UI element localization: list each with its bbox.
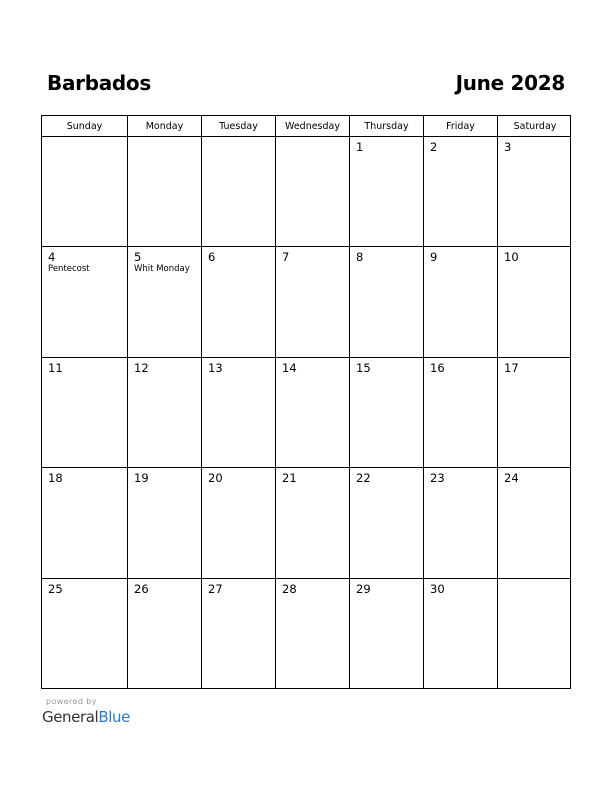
weekday-saturday: Saturday (497, 116, 572, 136)
day-cell (201, 247, 275, 356)
day-number: 8 (356, 250, 364, 265)
day-number: 28 (282, 581, 297, 596)
day-number: 2 (430, 140, 438, 154)
day-number: 15 (356, 360, 371, 375)
day-cell (127, 468, 201, 577)
day-number: 19 (134, 471, 149, 486)
day-cell (275, 137, 349, 246)
day-cell (42, 247, 127, 356)
day-number: 25 (48, 581, 63, 596)
holiday-label: Whit Monday (134, 264, 190, 275)
day-cell (497, 579, 572, 689)
day-cell (127, 358, 201, 467)
day-number: 18 (48, 471, 63, 486)
weekday-friday: Friday (423, 116, 497, 136)
day-number: 30 (430, 581, 445, 596)
brand-general-text: General (42, 708, 99, 726)
day-number: 4 (48, 250, 56, 265)
day-number: 20 (208, 471, 223, 486)
day-cell (201, 579, 275, 689)
day-number: 11 (48, 360, 63, 375)
day-number: 3 (504, 140, 512, 154)
day-cell (127, 247, 201, 356)
day-cell (349, 247, 423, 356)
day-cell (497, 468, 572, 577)
day-cell (423, 137, 497, 246)
day-cell (275, 468, 349, 577)
week-row-5 (42, 579, 570, 689)
day-number: 13 (208, 360, 223, 375)
day-cell (423, 579, 497, 689)
day-cell (42, 579, 127, 689)
week-row-4 (42, 468, 570, 578)
weekday-wednesday: Wednesday (275, 116, 349, 136)
weekday-sunday: Sunday (66, 120, 103, 132)
week-row-1 (42, 137, 570, 247)
day-number: 17 (504, 360, 519, 375)
day-cell (423, 358, 497, 467)
day-cell (349, 579, 423, 689)
day-number: 16 (430, 360, 445, 375)
day-number: 21 (282, 471, 297, 486)
day-cell (423, 468, 497, 577)
day-number: 27 (208, 581, 223, 596)
day-number: 6 (208, 250, 216, 265)
day-number: 12 (134, 360, 149, 375)
weekday-monday: Monday (127, 116, 201, 136)
day-cell (201, 358, 275, 467)
day-cell (42, 468, 127, 577)
day-number: 23 (430, 471, 445, 486)
day-cell (497, 247, 572, 356)
day-number: 7 (282, 250, 290, 265)
weekday-thursday: Thursday (349, 116, 423, 136)
month-year-title: June 2028 (455, 71, 565, 95)
day-cell (275, 247, 349, 356)
day-cell (497, 137, 572, 246)
day-number: 24 (504, 471, 519, 486)
weekday-header-row (42, 116, 570, 137)
day-cell (423, 247, 497, 356)
day-number: 10 (504, 250, 519, 265)
day-cell (127, 579, 201, 689)
brand-blue-text: Blue (98, 708, 130, 726)
day-number: 29 (356, 581, 371, 596)
week-row-2 (42, 247, 570, 357)
day-cell (275, 358, 349, 467)
day-cell (349, 137, 423, 246)
day-number: 26 (134, 581, 149, 596)
day-cell (349, 468, 423, 577)
country-title: Barbados (47, 71, 151, 95)
weekday-tuesday: Tuesday (201, 116, 275, 136)
calendar-grid (41, 115, 571, 689)
day-number: 5 (134, 250, 142, 265)
day-cell (127, 137, 201, 246)
week-row-3 (42, 358, 570, 468)
day-cell (42, 137, 127, 246)
day-cell (275, 579, 349, 689)
day-number: 1 (356, 140, 364, 154)
day-cell (201, 468, 275, 577)
day-cell (42, 358, 127, 467)
day-cell (349, 358, 423, 467)
day-number: 22 (356, 471, 371, 486)
day-cell (201, 137, 275, 246)
generalblue-logo[interactable] (42, 708, 130, 726)
holiday-label: Pentecost (48, 264, 90, 275)
day-number: 14 (282, 360, 297, 375)
day-cell (497, 358, 572, 467)
powered-by-label: powered by (46, 697, 97, 706)
day-number: 9 (430, 250, 438, 265)
